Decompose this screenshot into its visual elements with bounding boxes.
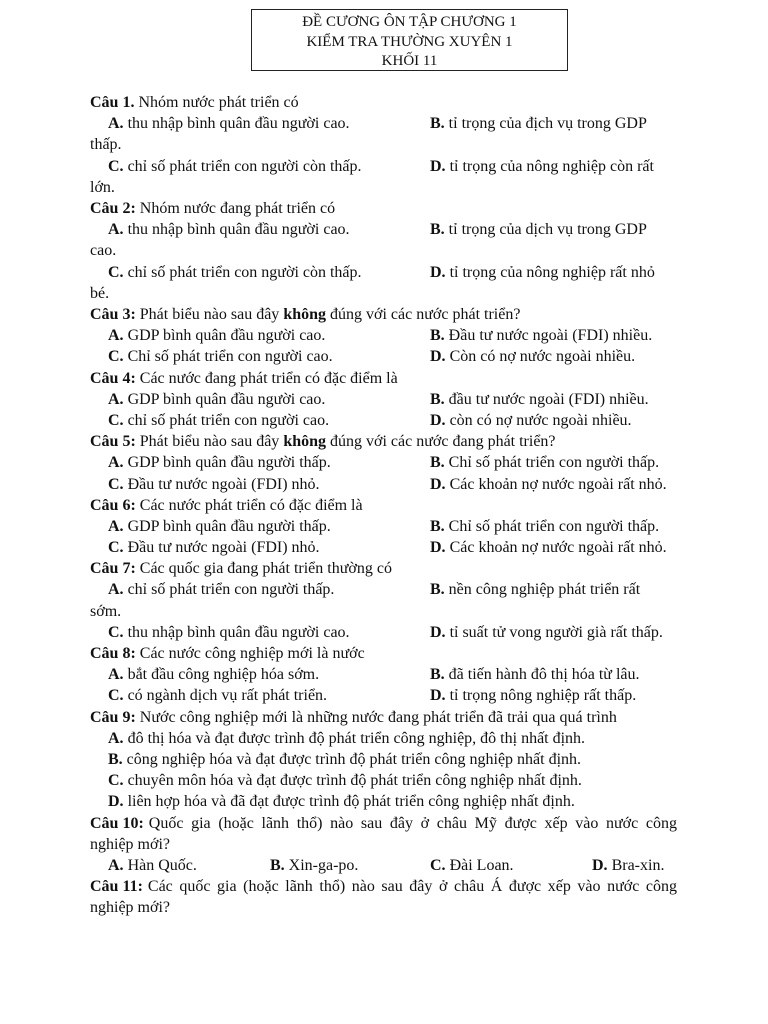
- question-10: [90, 813, 677, 855]
- question-number: Câu 7:: [90, 560, 136, 578]
- option-a: A. GDP bình quân đầu người cao.: [108, 390, 326, 408]
- question-number: Câu 6:: [90, 496, 136, 514]
- options-row: [90, 156, 677, 198]
- question-11: [90, 876, 677, 918]
- question-number: Câu 11:: [90, 878, 143, 896]
- option-c: C. chỉ số phát triển con người cao.: [108, 411, 330, 429]
- option-b: B. nền công nghiệp phát triển rất: [430, 581, 641, 599]
- question-number: Câu 8:: [90, 645, 136, 663]
- option-b-wrap: sớm.: [90, 602, 122, 620]
- question-text: Nhóm nước đang phát triển có: [139, 199, 336, 217]
- option-d: D. tỉ trọng nông nghiệp rất thấp.: [430, 687, 637, 705]
- option-c: C. Đài Loan.: [430, 857, 514, 875]
- question-5: Câu 5: Phát biểu nào sau đây không đúng với các nước đang phát triển?: [90, 433, 556, 451]
- question-1: [90, 92, 677, 113]
- option-a: A. chỉ số phát triển con người thấp.: [108, 581, 335, 599]
- options-row: [90, 622, 677, 643]
- title-line-1: ĐỀ CƯƠNG ÔN TẬP CHƯƠNG 1: [302, 14, 517, 30]
- question-number: Câu 3:: [90, 305, 136, 323]
- options-row: [90, 410, 677, 431]
- options-row: [90, 855, 677, 876]
- question-number: Câu 4:: [90, 369, 136, 387]
- option-c: C. Chỉ số phát triển con người cao.: [108, 348, 333, 366]
- question-text-line-1: Các quốc gia (hoặc lãnh thổ) nào sau đây ở châu Á được xếp vào nước công: [147, 878, 677, 896]
- options-row: [90, 113, 677, 155]
- question-text: Các quốc gia đang phát triển thường có: [139, 560, 392, 578]
- option-b: B. công nghiệp hóa và đạt được trình độ phát triển công nghiệp nhất định.: [108, 751, 582, 769]
- option-a: A. thu nhập bình quân đầu người cao.: [108, 221, 350, 239]
- options-row: [90, 262, 677, 304]
- option-b-wrap: cao.: [90, 242, 117, 260]
- question-text: Các nước công nghiệp mới là nước: [139, 645, 365, 663]
- question-4: [90, 368, 677, 389]
- question-2: [90, 198, 677, 219]
- option-b: B. tỉ trọng của dịch vụ trong GDP: [430, 221, 647, 239]
- options-row: [90, 452, 677, 473]
- option-d: D. Bra-xin.: [592, 857, 665, 875]
- question-text-line-1: Quốc gia (hoặc lãnh thổ) nào sau đây ở châu Mỹ được xếp vào nước công: [148, 814, 677, 832]
- options-row: [90, 664, 677, 685]
- option-d: D. tỉ trọng của nông nghiệp còn rất: [430, 157, 654, 175]
- question-list: [90, 92, 677, 919]
- question-text-line-2: nghiệp mới?: [90, 899, 170, 917]
- option-a: A. đô thị hóa và đạt được trình độ phát triển công nghiệp, đô thị nhất định.: [108, 729, 586, 747]
- option-c: C. Đầu tư nước ngoài (FDI) nhỏ.: [108, 475, 320, 493]
- option-d: D. Các khoản nợ nước ngoài rất nhỏ.: [430, 539, 667, 557]
- question-7: [90, 558, 677, 579]
- question-number: Câu 1.: [90, 94, 135, 111]
- option-a: A. GDP bình quân đầu người thấp.: [108, 454, 331, 472]
- question-text-line-2: nghiệp mới?: [90, 835, 170, 853]
- option-a: A. bắt đầu công nghiệp hóa sớm.: [108, 666, 320, 684]
- question-text: Các nước phát triển có đặc điểm là: [139, 496, 363, 514]
- option-c: C. chỉ số phát triển con người còn thấp.: [108, 157, 362, 175]
- title-line-2: KIỂM TRA THƯỜNG XUYÊN 1: [306, 33, 513, 50]
- option-a: A. Hàn Quốc.: [108, 857, 197, 875]
- title-line-3: KHỐI 11: [381, 53, 438, 69]
- question-text: Các nước đang phát triển có đặc điểm là: [139, 369, 398, 387]
- options-row: [90, 389, 677, 410]
- option-b-wrap: thấp.: [90, 136, 122, 154]
- options-row: [90, 474, 677, 495]
- option-b: B. tỉ trọng của địch vụ trong GDP: [430, 115, 647, 133]
- option-a: A. GDP bình quân đầu người cao.: [108, 327, 326, 345]
- question-text: Nhóm nước phát triển có: [138, 94, 299, 111]
- option-d: D. tỉ trọng của nông nghiệp rất nhỏ: [430, 263, 655, 281]
- option-d-wrap: bé.: [90, 284, 110, 302]
- question-number: Câu 5:: [90, 433, 136, 451]
- option-c: C. chỉ số phát triển con người còn thấp.: [108, 263, 362, 281]
- option-b: B. Xin-ga-po.: [270, 857, 359, 875]
- options-row: [90, 516, 677, 537]
- option-d: D. Các khoản nợ nước ngoài rất nhỏ.: [430, 475, 667, 493]
- question-number: Câu 10:: [90, 814, 144, 832]
- emphasis-word: không: [283, 433, 327, 451]
- option-c: C. Đầu tư nước ngoài (FDI) nhỏ.: [108, 539, 320, 557]
- option-b: B. Chỉ số phát triển con người thấp.: [430, 454, 660, 472]
- options-row: [90, 537, 677, 558]
- option-c: C. có ngành dịch vụ rất phát triển.: [108, 687, 328, 705]
- options-row: [90, 219, 677, 261]
- option-b: B. đầu tư nước ngoài (FDI) nhiều.: [430, 390, 649, 408]
- option-b: B. đã tiến hành đô thị hóa từ lâu.: [430, 666, 640, 684]
- option-c: C. chuyên môn hóa và đạt được trình độ phát triển công nghiệp nhất định.: [108, 772, 582, 790]
- emphasis-word: không: [283, 305, 327, 323]
- question-number: Câu 9:: [90, 708, 136, 726]
- option-b: B. Đầu tư nước ngoài (FDI) nhiều.: [430, 327, 653, 345]
- options-row: [90, 346, 677, 367]
- option-d: D. Còn có nợ nước ngoài nhiều.: [430, 348, 636, 366]
- option-b: B. Chỉ số phát triển con người thấp.: [430, 517, 660, 535]
- question-8: [90, 643, 677, 664]
- options-row: [90, 325, 677, 346]
- option-c: C. thu nhập bình quân đầu người cao.: [108, 623, 350, 641]
- option-a: A. thu nhập bình quân đầu người cao.: [108, 115, 350, 133]
- option-d: D. liên hợp hóa và đã đạt được trình độ phát triển công nghiệp nhất định.: [108, 793, 575, 811]
- option-a: A. GDP bình quân đầu người thấp.: [108, 517, 331, 535]
- options-row: [90, 579, 677, 621]
- option-d: D. còn có nợ nước ngoài nhiều.: [430, 411, 632, 429]
- question-9: [90, 707, 677, 728]
- options-row: [90, 685, 677, 706]
- option-d: D. tỉ suất tử vong người già rất thấp.: [430, 623, 663, 641]
- question-3: Câu 3: Phát biểu nào sau đây không đúng với các nước phát triển?: [90, 305, 521, 323]
- question-text: Nước công nghiệp mới là những nước đang phát triển đã trải qua quá trình: [139, 708, 617, 726]
- document-title-box: [251, 9, 568, 71]
- question-number: Câu 2:: [90, 199, 136, 217]
- option-d-wrap: lớn.: [90, 178, 115, 196]
- question-6: [90, 495, 677, 516]
